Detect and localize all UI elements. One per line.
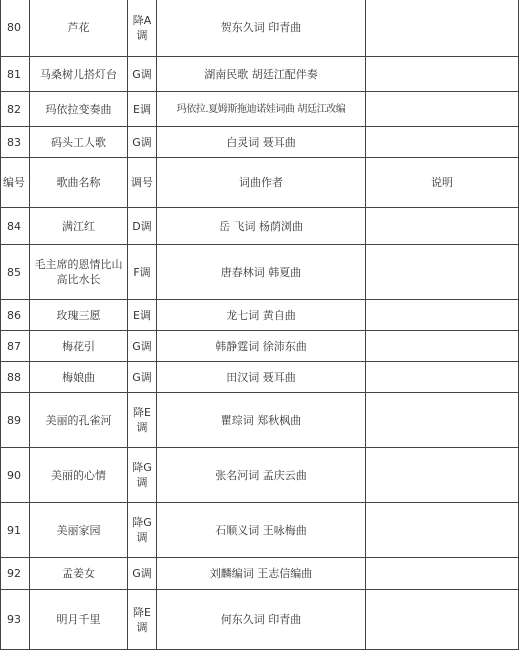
- cell-key: G调: [128, 127, 157, 158]
- cell-number: 91: [1, 503, 30, 558]
- cell-number: 85: [1, 245, 30, 300]
- cell-key: 降E调: [128, 590, 157, 650]
- table-row: [1, 331, 519, 362]
- cell-note: [366, 448, 519, 503]
- cell-song-name: 毛主席的恩情比山高比水长: [30, 245, 128, 300]
- cell-author: 何东久词 印青曲: [157, 590, 366, 650]
- cell-note: [366, 92, 519, 127]
- cell-key: E调: [128, 300, 157, 331]
- table-row: [1, 92, 519, 127]
- cell-song-name: 美丽的心情: [30, 448, 128, 503]
- cell-number: 80: [1, 0, 30, 57]
- cell-key: 降A调: [128, 0, 157, 57]
- cell-key: G调: [128, 57, 157, 92]
- cell-number: 90: [1, 448, 30, 503]
- cell-key: G调: [128, 331, 157, 362]
- cell-note: [366, 300, 519, 331]
- table-row: [1, 503, 519, 558]
- cell-song-name: 芦花: [30, 0, 128, 57]
- table-row: [1, 300, 519, 331]
- cell-key: G调: [128, 558, 157, 590]
- cell-song-name: 美丽的孔雀河: [30, 393, 128, 448]
- cell-key: D调: [128, 208, 157, 245]
- table-row: [1, 362, 519, 393]
- cell-key: F调: [128, 245, 157, 300]
- cell-number: 86: [1, 300, 30, 331]
- header-note: 说明: [366, 158, 519, 208]
- cell-key: 降G调: [128, 448, 157, 503]
- table-row: [1, 590, 519, 650]
- header-number: 编号: [1, 158, 30, 208]
- cell-number: 87: [1, 331, 30, 362]
- cell-number: 93: [1, 590, 30, 650]
- table-row: [1, 558, 519, 590]
- cell-author: 张名河词 孟庆云曲: [157, 448, 366, 503]
- cell-song-name: 满江红: [30, 208, 128, 245]
- header-song-name: 歌曲名称: [30, 158, 128, 208]
- cell-author: 唐春林词 韩夏曲: [157, 245, 366, 300]
- table-body: [1, 0, 519, 650]
- cell-song-name: 梅花引: [30, 331, 128, 362]
- cell-note: [366, 393, 519, 448]
- cell-number: 82: [1, 92, 30, 127]
- cell-note: [366, 0, 519, 57]
- cell-note: [366, 245, 519, 300]
- cell-author: 玛依拉.夏姆斯拖迪诺娃词曲 胡廷江改编: [157, 92, 366, 127]
- table-row: [1, 0, 519, 57]
- cell-note: [366, 127, 519, 158]
- cell-song-name: 孟姜女: [30, 558, 128, 590]
- cell-song-name: 美丽家园: [30, 503, 128, 558]
- cell-note: [366, 590, 519, 650]
- table-row: [1, 448, 519, 503]
- cell-number: 89: [1, 393, 30, 448]
- header-author: 词曲作者: [157, 158, 366, 208]
- cell-note: [366, 57, 519, 92]
- table-row: [1, 245, 519, 300]
- cell-author: 韩静霆词 徐沛东曲: [157, 331, 366, 362]
- cell-note: [366, 208, 519, 245]
- cell-song-name: 玫瑰三愿: [30, 300, 128, 331]
- table-header-row: [1, 158, 519, 208]
- cell-author: 田汉词 聂耳曲: [157, 362, 366, 393]
- table-row: [1, 57, 519, 92]
- table-row: [1, 208, 519, 245]
- header-key: 调号: [128, 158, 157, 208]
- cell-author: 白灵词 聂耳曲: [157, 127, 366, 158]
- cell-key: G调: [128, 362, 157, 393]
- cell-author: 刘麟编词 王志信编曲: [157, 558, 366, 590]
- cell-number: 84: [1, 208, 30, 245]
- cell-number: 81: [1, 57, 30, 92]
- cell-author: 龙七词 黄自曲: [157, 300, 366, 331]
- cell-author: 岳 飞词 杨荫浏曲: [157, 208, 366, 245]
- cell-key: 降G调: [128, 503, 157, 558]
- cell-author: 贺东久词 印青曲: [157, 0, 366, 57]
- cell-song-name: 码头工人歌: [30, 127, 128, 158]
- cell-number: 83: [1, 127, 30, 158]
- cell-note: [366, 331, 519, 362]
- cell-key: E调: [128, 92, 157, 127]
- cell-song-name: 明月千里: [30, 590, 128, 650]
- cell-number: 92: [1, 558, 30, 590]
- cell-note: [366, 362, 519, 393]
- cell-note: [366, 503, 519, 558]
- cell-key: 降E调: [128, 393, 157, 448]
- cell-song-name: 玛依拉变奏曲: [30, 92, 128, 127]
- cell-number: 88: [1, 362, 30, 393]
- cell-song-name: 梅娘曲: [30, 362, 128, 393]
- cell-author: 湖南民歌 胡廷江配伴奏: [157, 57, 366, 92]
- table-row: [1, 393, 519, 448]
- cell-author: 瞿琮词 郑秋枫曲: [157, 393, 366, 448]
- cell-author: 石顺义词 王咏梅曲: [157, 503, 366, 558]
- cell-song-name: 马桑树儿搭灯台: [30, 57, 128, 92]
- cell-note: [366, 558, 519, 590]
- table-row: [1, 127, 519, 158]
